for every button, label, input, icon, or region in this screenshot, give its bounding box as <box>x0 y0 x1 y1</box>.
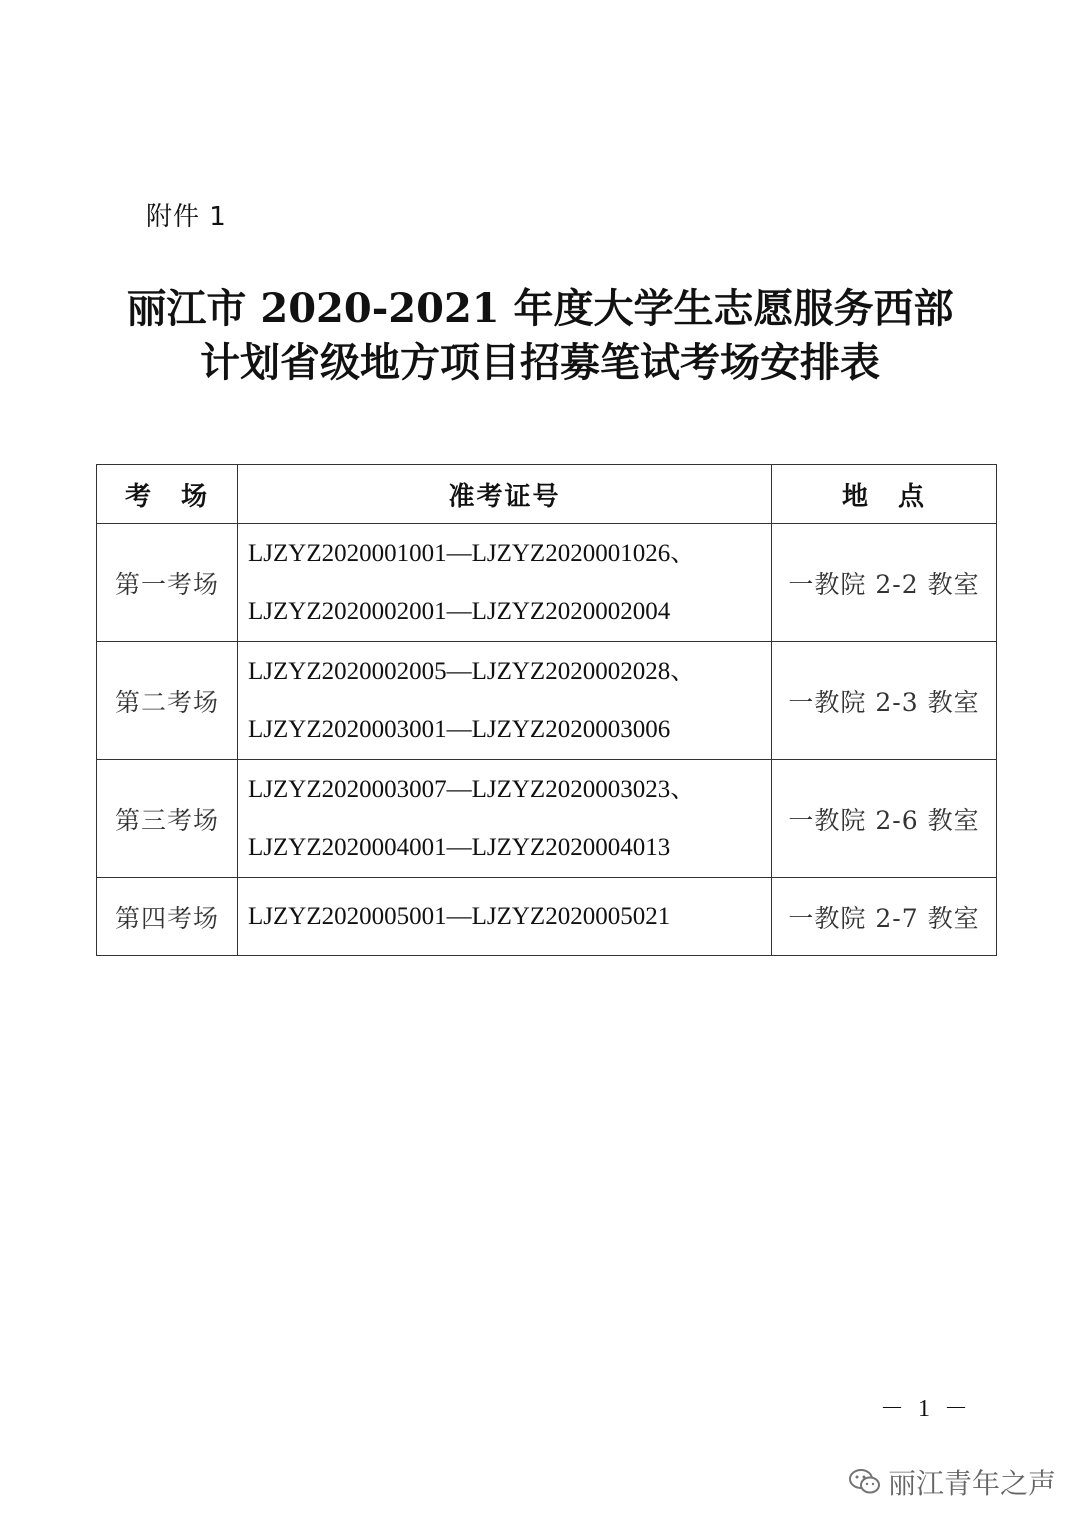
place-cell: 一教院 2-7 教室 <box>772 878 997 956</box>
id-range: LJZYZ2020001001—LJZYZ2020001026、 <box>248 539 696 567</box>
watermark-text: 丽江青年之声 <box>888 1467 1057 1500</box>
exam-schedule-table <box>96 464 997 956</box>
id-range: LJZYZ2020003007—LJZYZ2020003023、 <box>248 775 696 803</box>
id-range: LJZYZ2020002001—LJZYZ2020002004 <box>248 597 671 625</box>
id-range: LJZYZ2020002005—LJZYZ2020002028、 <box>248 657 696 685</box>
table-row <box>97 760 997 878</box>
table-row <box>97 642 997 760</box>
id-range: LJZYZ2020003001—LJZYZ2020003006 <box>248 715 671 743</box>
header-ids: 准考证号 <box>238 465 772 524</box>
watermark <box>848 1462 1056 1502</box>
ids-cell <box>238 760 772 878</box>
wechat-icon <box>848 1467 882 1497</box>
title-line-2: 计划省级地方项目招募笔试考场安排表 <box>200 339 880 386</box>
header-place: 地 点 <box>772 465 997 524</box>
table-row <box>97 878 997 956</box>
place-cell: 一教院 2-3 教室 <box>772 642 997 760</box>
room-cell: 第一考场 <box>97 524 238 642</box>
page-number: － 1 － <box>880 1396 972 1422</box>
table-header-row <box>97 465 997 524</box>
id-range: LJZYZ2020004001—LJZYZ2020004013 <box>248 833 671 861</box>
id-range: LJZYZ2020005001—LJZYZ2020005021 <box>248 902 671 930</box>
table-row <box>97 524 997 642</box>
title-line-1: 丽江市 2020-2021 年度大学生志愿服务西部 <box>126 285 954 332</box>
header-room: 考 场 <box>97 465 238 524</box>
document-title <box>0 282 1080 390</box>
room-cell: 第三考场 <box>97 760 238 878</box>
place-cell: 一教院 2-6 教室 <box>772 760 997 878</box>
attachment-label: 附件 1 <box>146 202 227 232</box>
place-cell: 一教院 2-2 教室 <box>772 524 997 642</box>
ids-cell <box>238 878 772 956</box>
ids-cell <box>238 524 772 642</box>
ids-cell <box>238 642 772 760</box>
room-cell: 第二考场 <box>97 642 238 760</box>
room-cell: 第四考场 <box>97 878 238 956</box>
